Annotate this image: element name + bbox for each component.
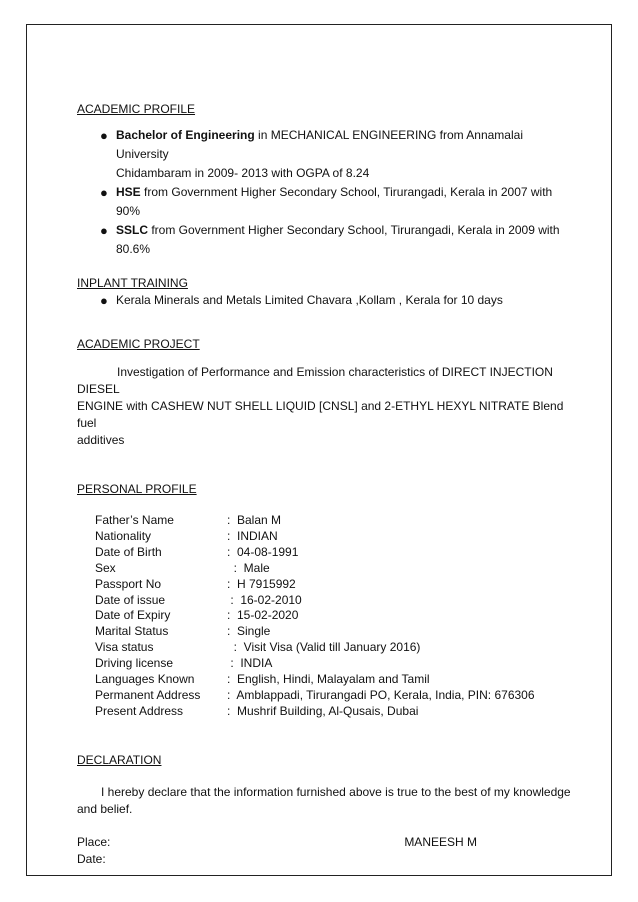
resume-content (77, 101, 577, 868)
list-item (77, 221, 577, 259)
profile-label: Date of Birth (95, 544, 162, 559)
profile-label: Languages Known (95, 672, 195, 687)
project-line: ENGINE with CASHEW NUT SHELL LIQUID [CNSL] and 2-ETHYL HEXYL NITRATE Blend fuel (77, 399, 564, 430)
profile-label: Date of Expiry (95, 608, 171, 623)
table-row (95, 608, 535, 624)
profile-label: Present Address (95, 703, 184, 718)
profile-label: Marital Status (95, 624, 169, 639)
table-row (95, 561, 535, 577)
list-item (77, 183, 577, 221)
inplant-training-heading: INPLANT TRAINING (77, 276, 188, 290)
bullet-icon: ● (100, 128, 108, 143)
declaration-heading: DECLARATION (77, 752, 162, 767)
bullet-icon: ● (100, 223, 108, 238)
declaration-line: and belief. (77, 801, 133, 816)
table-row (95, 704, 535, 720)
academic-profile-list (77, 126, 577, 259)
profile-value: : Visit Visa (Valid till January 2016) (227, 640, 421, 655)
declaration-text (77, 784, 577, 818)
hse-label: HSE (116, 185, 141, 199)
table-row (95, 672, 535, 688)
table-row (95, 513, 535, 529)
project-line: Investigation of Performance and Emission characteristics of DIRECT INJECTION DIESEL (77, 365, 553, 396)
profile-value: : Mushrif Building, Al-Qusais, Dubai (227, 703, 419, 718)
signatory-name: MANEESH M (404, 834, 477, 849)
profile-value: : INDIAN (227, 528, 278, 543)
profile-value: : Male (227, 560, 270, 575)
declaration-line: I hereby declare that the information furnished above is true to the best of my knowledge (101, 784, 571, 799)
hse-detail: from Government Higher Secondary School, Tirurangadi, Kerala in 2007 with 90% (116, 185, 553, 218)
profile-value: : 16-02-2010 (227, 592, 302, 607)
profile-label: Permanent Address (95, 687, 201, 702)
profile-value: : INDIA (227, 656, 273, 671)
place-label: Place: (77, 834, 111, 849)
profile-value: : 15-02-2020 (227, 608, 299, 623)
list-item (77, 126, 577, 183)
date-row (77, 851, 477, 868)
table-row (95, 577, 535, 593)
profile-label: Nationality (95, 528, 152, 543)
profile-label: Date of issue (95, 592, 166, 607)
profile-value: : Single (227, 624, 271, 639)
bullet-icon: ● (100, 293, 108, 308)
profile-label: Father’s Name (95, 513, 174, 527)
place-row (77, 834, 477, 851)
bullet-icon: ● (100, 185, 108, 200)
personal-profile-table (95, 513, 535, 720)
profile-value: : Amblappadi, Tirurangadi PO, Kerala, India, PIN: 676306 (227, 687, 535, 702)
profile-label: Passport No (95, 576, 162, 591)
profile-value: : English, Hindi, Malayalam and Tamil (227, 672, 430, 687)
degree-name: Bachelor of Engineering (116, 128, 255, 142)
degree-detail: in MECHANICAL ENGINEERING from Annamalai University (116, 128, 523, 161)
table-row (95, 640, 535, 656)
table-row (95, 529, 535, 545)
table-row (95, 688, 535, 704)
profile-value: : Balan M (227, 513, 282, 527)
academic-project-heading: ACADEMIC PROJECT (77, 337, 200, 351)
academic-profile-heading: ACADEMIC PROFILE (77, 102, 196, 116)
profile-label: Sex (95, 560, 116, 575)
inplant-training-list (77, 291, 577, 310)
table-row (95, 545, 535, 561)
date-label: Date: (77, 851, 106, 866)
table-row (95, 593, 535, 609)
sslc-label: SSLC (116, 223, 149, 237)
profile-value: : H 7915992 (227, 576, 296, 591)
table-row (95, 624, 535, 640)
profile-label: Visa status (95, 640, 154, 655)
list-item (77, 291, 577, 310)
profile-value: : 04-08-1991 (227, 544, 299, 559)
personal-profile-heading: PERSONAL PROFILE (77, 482, 197, 496)
table-row (95, 656, 535, 672)
training-detail: Kerala Minerals and Metals Limited Chavara ,Kollam , Kerala for 10 days (116, 293, 503, 307)
project-line: additives (77, 433, 125, 447)
project-description (77, 364, 577, 449)
profile-label: Driving license (95, 656, 174, 671)
degree-detail-cont: Chidambaram in 2009- 2013 with OGPA of 8.24 (116, 166, 370, 180)
sslc-detail: from Government Higher Secondary School, Tirurangadi, Kerala in 2009 with 80.6% (116, 223, 560, 256)
